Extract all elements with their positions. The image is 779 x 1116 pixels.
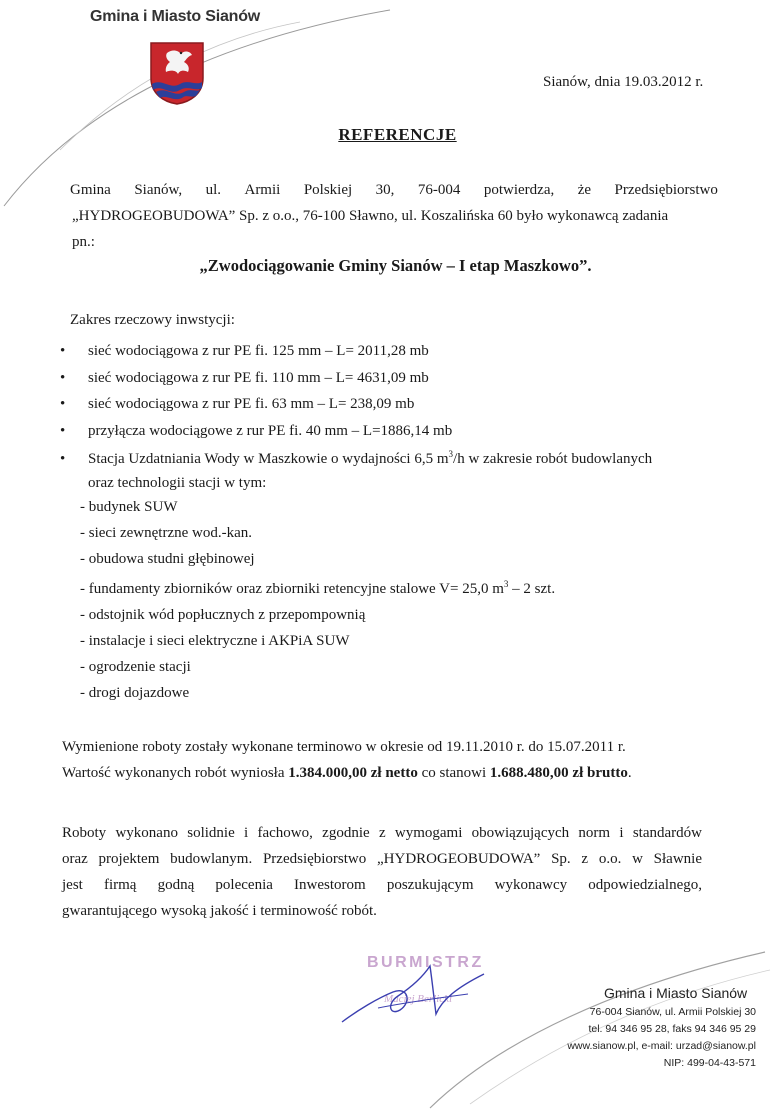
- footer-phones: tel. 94 346 95 28, faks 94 346 95 29: [588, 1023, 756, 1035]
- intro-word: 76-004: [417, 182, 461, 198]
- intro-line-1: [70, 177, 718, 203]
- intro-line-3: pn.:: [72, 234, 95, 250]
- works-paragraph: [62, 734, 722, 786]
- handwritten-signature: [338, 958, 488, 1028]
- works-value-text: Wartość wykonanych robót wyniosła: [62, 765, 289, 781]
- closing-paragraph: [62, 820, 702, 924]
- intro-word: Sianów,: [134, 182, 183, 198]
- tanks-text-b: – 2 szt.: [508, 581, 556, 597]
- tanks-unit-superscript: 3: [503, 579, 509, 589]
- intro-word: Polskiej: [303, 182, 353, 198]
- sianow-coat-of-arms-icon: [148, 40, 206, 106]
- works-value-end: .: [627, 765, 632, 781]
- intro-word: Armii: [244, 182, 281, 198]
- scope-list: [60, 338, 700, 473]
- intro-word: że: [577, 182, 592, 198]
- station-subitem: - obudowa studni głębinowej: [80, 551, 255, 567]
- intro-word: 30,: [375, 182, 395, 198]
- station-subitem: - budynek SUW: [80, 499, 178, 515]
- gross-amount: 1.688.480,00 zł brutto: [489, 765, 628, 781]
- closing-line-3: jest firmą godną polecenia Inwestorom poszukującym wykonawcy odpowiedzialnego,: [62, 877, 702, 893]
- intro-paragraph: [70, 177, 718, 255]
- works-value-text-2: co stanowi: [417, 765, 490, 781]
- intro-word: Przedsiębiorstwo: [614, 182, 718, 198]
- intro-line-2: „HYDROGEOBUDOWA” Sp. z o.o., 76-100 Sławno, ul. Koszalińska 60 było wykonawcą zadania: [72, 208, 669, 224]
- scope-item: • sieć wodociągowa z rur PE fi. 63 mm – L= 238,09 mb: [60, 391, 700, 418]
- station-unit-superscript: 3: [448, 449, 454, 459]
- scope-item: • przyłącza wodociągowe z rur PE fi. 40 mm – L=1886,14 mb: [60, 418, 700, 445]
- scope-item: • sieć wodociągowa z rur PE fi. 110 mm – L= 4631,09 mb: [60, 365, 700, 392]
- intro-word: ul.: [205, 182, 221, 198]
- municipality-brand: Gmina i Miasto Sianów: [90, 8, 261, 25]
- station-text-b: /h w zakresie robót budowlanych: [453, 451, 653, 467]
- mayor-stamp-name: Maciej Berlicki: [384, 993, 453, 1005]
- scope-item: • sieć wodociągowa z rur PE fi. 125 mm – L= 2011,28 mb: [60, 338, 700, 365]
- closing-line-1: Roboty wykonano solidnie i fachowo, zgodnie z wymogami obowiązujących norm i standardów: [62, 825, 702, 841]
- station-subitem: - drogi dojazdowe: [80, 685, 190, 701]
- scope-item-station: [60, 446, 700, 473]
- letter-date: Sianów, dnia 19.03.2012 r.: [543, 74, 704, 90]
- footer-organization: Gmina i Miasto Sianów: [604, 985, 748, 1001]
- station-subitem: - ogrodzenie stacji: [80, 659, 191, 675]
- station-subitem: - instalacje i sieci elektryczne i AKPiA SUW: [80, 633, 350, 649]
- works-period: Wymienione roboty zostały wykonane terminowo w okresie od 19.11.2010 r. do 15.07.2011 r.: [62, 739, 626, 755]
- footer-web-email: www.sianow.pl, e-mail: urzad@sianow.pl: [567, 1040, 756, 1052]
- net-amount: 1.384.000,00 zł netto: [288, 765, 418, 781]
- scope-heading: Zakres rzeczowy inwstycji:: [70, 312, 235, 328]
- closing-line-4: gwarantującego wysoką jakość i terminowość robót.: [62, 903, 377, 919]
- footer-nip: NIP: 499-04-43-571: [663, 1057, 756, 1069]
- station-scope-line: oraz technologii stacji w tym:: [88, 475, 267, 491]
- task-title: „Zwodociągowanie Gminy Sianów – I etap Maszkowo”.: [199, 256, 592, 275]
- station-subitem: - sieci zewnętrzne wod.-kan.: [80, 525, 253, 541]
- tanks-text-a: - fundamenty zbiorników oraz zbiorniki retencyjne stalowe V= 25,0 m: [80, 581, 504, 597]
- closing-line-2: oraz projektem budowlanym. Przedsiębiorstwo „HYDROGEOBUDOWA” Sp. z o.o. w Sławnie: [62, 851, 702, 867]
- station-subitem: - odstojnik wód popłucznych z przepompownią: [80, 607, 366, 623]
- station-text-a: Stacja Uzdatniania Wody w Maszkowie o wydajności 6,5 m: [88, 451, 449, 467]
- document-title: REFERENCJE: [338, 125, 457, 144]
- mayor-stamp-title: BURMISTRZ: [367, 954, 484, 971]
- works-value: [62, 760, 722, 786]
- intro-word: Gmina: [70, 182, 111, 198]
- footer-address: 76-004 Sianów, ul. Armii Polskiej 30: [589, 1006, 756, 1018]
- station-subitem-tanks: [80, 576, 555, 602]
- intro-word: potwierdza,: [483, 182, 555, 198]
